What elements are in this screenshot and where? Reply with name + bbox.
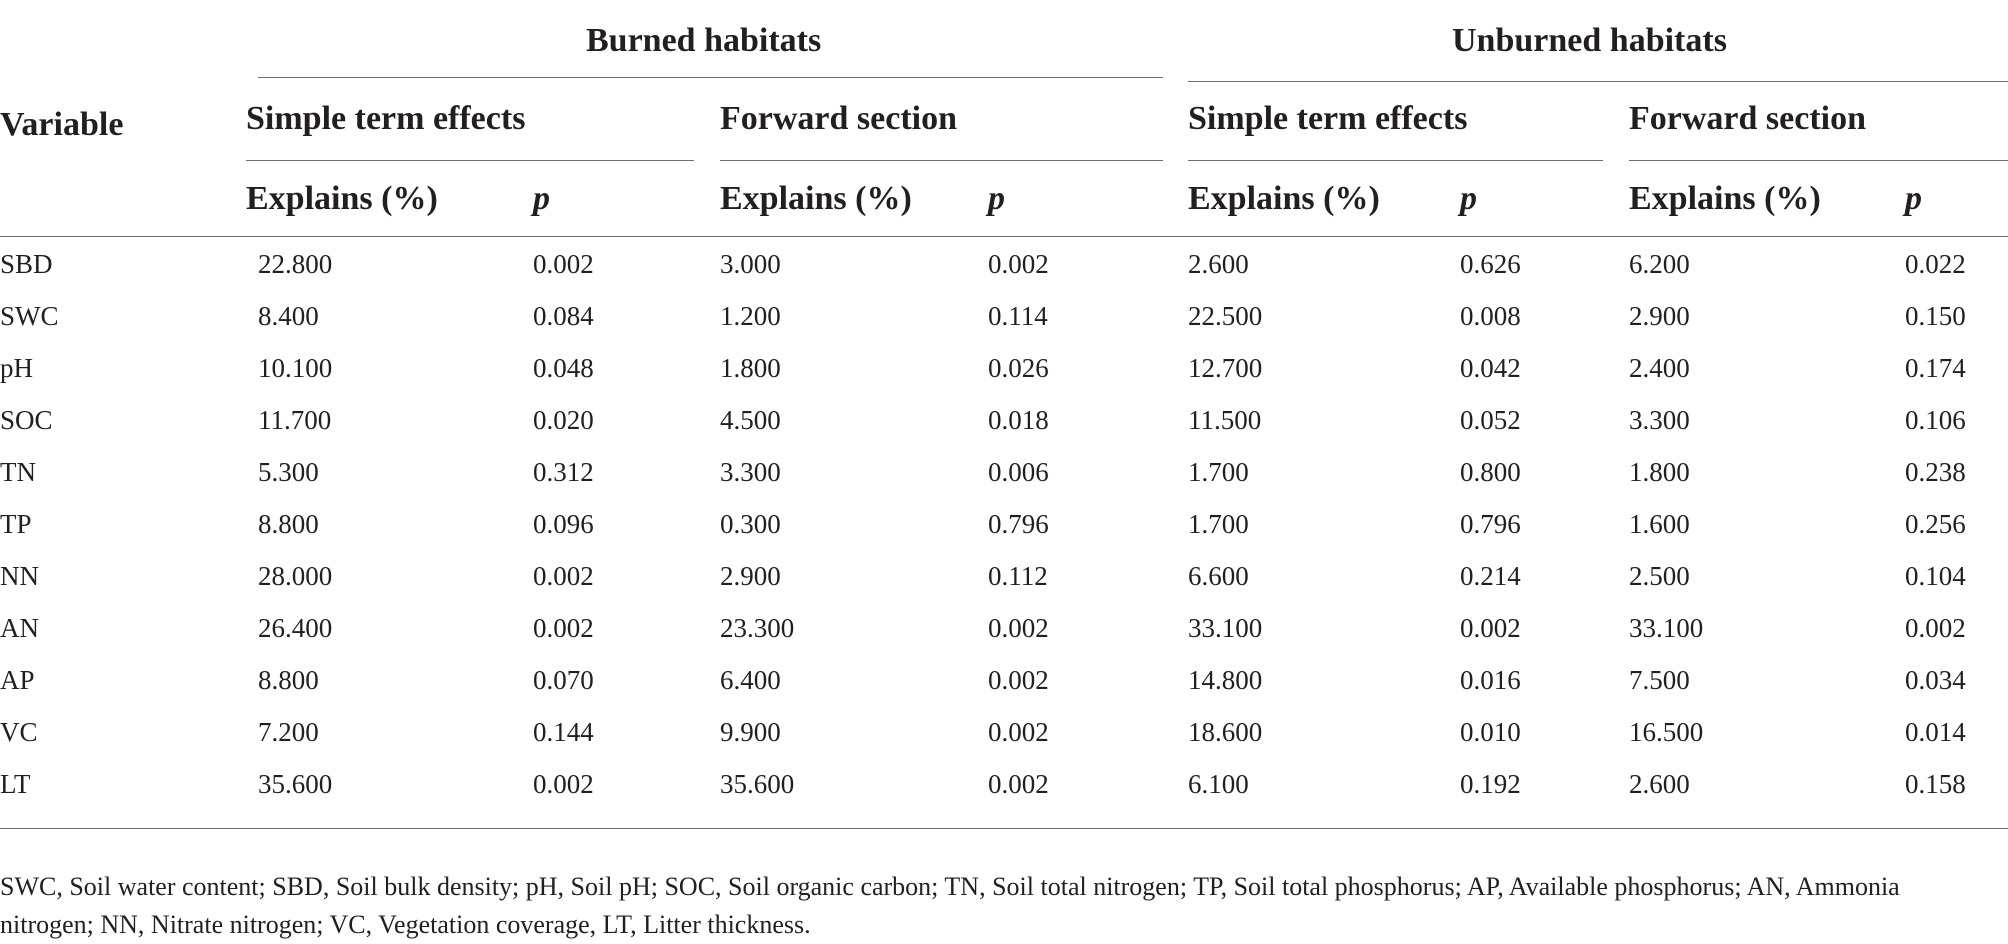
group-header-burned: Burned habitats <box>586 22 822 59</box>
variable-cell: AP <box>0 665 35 695</box>
value-cell: 0.052 <box>1460 405 1521 435</box>
value-cell: 3.300 <box>720 457 781 487</box>
column-header-explains: Explains (%) <box>720 180 912 217</box>
table-row <box>0 667 2008 719</box>
value-cell: 0.006 <box>988 457 1049 487</box>
value-cell: 0.084 <box>533 301 594 331</box>
value-cell: 0.002 <box>533 561 594 591</box>
column-header-explains: Explains (%) <box>246 180 438 217</box>
value-cell: 0.022 <box>1905 249 1966 279</box>
value-cell: 2.600 <box>1629 769 1690 799</box>
value-cell: 0.796 <box>1460 509 1521 539</box>
value-cell: 0.214 <box>1460 561 1521 591</box>
value-cell: 0.002 <box>533 769 594 799</box>
value-cell: 0.002 <box>988 613 1049 643</box>
value-cell: 16.500 <box>1629 717 1704 747</box>
column-header-p: p <box>533 180 550 217</box>
value-cell: 0.014 <box>1905 717 1966 747</box>
value-cell: 23.300 <box>720 613 795 643</box>
table-row <box>0 615 2008 667</box>
value-cell: 4.500 <box>720 405 781 435</box>
value-cell: 0.020 <box>533 405 594 435</box>
value-cell: 0.238 <box>1905 457 1966 487</box>
variable-cell: SBD <box>0 249 53 279</box>
value-cell: 0.002 <box>988 717 1049 747</box>
value-cell: 0.192 <box>1460 769 1521 799</box>
value-cell: 1.700 <box>1188 457 1249 487</box>
value-cell: 6.100 <box>1188 769 1249 799</box>
value-cell: 0.256 <box>1905 509 1966 539</box>
group-rule-burned <box>258 77 1163 78</box>
value-cell: 0.042 <box>1460 353 1521 383</box>
value-cell: 2.900 <box>720 561 781 591</box>
value-cell: 11.700 <box>258 405 332 435</box>
column-header-p: p <box>1905 180 1922 217</box>
value-cell: 1.600 <box>1629 509 1690 539</box>
column-header-p: p <box>988 180 1005 217</box>
value-cell: 0.002 <box>1905 613 1966 643</box>
value-cell: 0.026 <box>988 353 1049 383</box>
value-cell: 7.500 <box>1629 665 1690 695</box>
value-cell: 0.112 <box>988 561 1048 591</box>
value-cell: 8.400 <box>258 301 319 331</box>
column-header-p: p <box>1460 180 1477 217</box>
value-cell: 2.400 <box>1629 353 1690 383</box>
table-row <box>0 563 2008 615</box>
value-cell: 12.700 <box>1188 353 1263 383</box>
value-cell: 0.626 <box>1460 249 1521 279</box>
value-cell: 0.002 <box>533 249 594 279</box>
header-bottom-rule <box>0 236 2008 237</box>
value-cell: 0.106 <box>1905 405 1966 435</box>
value-cell: 8.800 <box>258 509 319 539</box>
table-row <box>0 459 2008 511</box>
table-bottom-rule <box>0 828 2008 829</box>
value-cell: 0.070 <box>533 665 594 695</box>
value-cell: 0.048 <box>533 353 594 383</box>
value-cell: 18.600 <box>1188 717 1263 747</box>
value-cell: 0.008 <box>1460 301 1521 331</box>
variable-cell: TN <box>0 457 36 487</box>
value-cell: 14.800 <box>1188 665 1263 695</box>
variable-cell: AN <box>0 613 39 643</box>
variable-cell: VC <box>0 717 38 747</box>
value-cell: 35.600 <box>720 769 795 799</box>
variable-cell: pH <box>0 353 33 383</box>
variable-cell: LT <box>0 769 31 799</box>
column-header-explains: Explains (%) <box>1188 180 1380 217</box>
table-row <box>0 355 2008 407</box>
value-cell: 10.100 <box>258 353 333 383</box>
value-cell: 0.104 <box>1905 561 1966 591</box>
value-cell: 2.500 <box>1629 561 1690 591</box>
value-cell: 26.400 <box>258 613 333 643</box>
value-cell: 5.300 <box>258 457 319 487</box>
subgroup-rule-burned-simple <box>246 160 694 161</box>
subgroup-header-unburned-forward: Forward section <box>1629 100 1867 137</box>
value-cell: 2.600 <box>1188 249 1249 279</box>
value-cell: 0.018 <box>988 405 1049 435</box>
variable-cell: TP <box>0 509 32 539</box>
value-cell: 35.600 <box>258 769 333 799</box>
value-cell: 0.796 <box>988 509 1049 539</box>
table-row <box>0 303 2008 355</box>
value-cell: 1.700 <box>1188 509 1249 539</box>
value-cell: 0.002 <box>988 769 1049 799</box>
table-row <box>0 771 2008 823</box>
value-cell: 0.312 <box>533 457 594 487</box>
value-cell: 6.200 <box>1629 249 1690 279</box>
value-cell: 0.096 <box>533 509 594 539</box>
value-cell: 0.300 <box>720 509 781 539</box>
value-cell: 7.200 <box>258 717 319 747</box>
value-cell: 0.144 <box>533 717 594 747</box>
table-row <box>0 511 2008 563</box>
variable-cell: NN <box>0 561 39 591</box>
value-cell: 0.016 <box>1460 665 1521 695</box>
group-rule-unburned <box>1188 81 2008 82</box>
value-cell: 0.174 <box>1905 353 1966 383</box>
value-cell: 6.600 <box>1188 561 1249 591</box>
value-cell: 0.002 <box>1460 613 1521 643</box>
variable-cell: SWC <box>0 301 59 331</box>
value-cell: 0.002 <box>988 665 1049 695</box>
subgroup-header-burned-simple: Simple term effects <box>246 100 526 137</box>
table-row <box>0 251 2008 303</box>
value-cell: 2.900 <box>1629 301 1690 331</box>
value-cell: 11.500 <box>1188 405 1262 435</box>
table-row <box>0 407 2008 459</box>
value-cell: 0.150 <box>1905 301 1966 331</box>
value-cell: 0.114 <box>988 301 1048 331</box>
value-cell: 0.002 <box>988 249 1049 279</box>
variable-cell: SOC <box>0 405 53 435</box>
subgroup-rule-unburned-simple <box>1188 160 1603 161</box>
value-cell: 28.000 <box>258 561 333 591</box>
table-row <box>0 719 2008 771</box>
value-cell: 0.010 <box>1460 717 1521 747</box>
value-cell: 1.800 <box>720 353 781 383</box>
table-footnote: SWC, Soil water content; SBD, Soil bulk density; pH, Soil pH; SOC, Soil organic carbon; TN, Soil total nitrogen; TP, Soil total phosphorus; AP, Available phosphorus; AN, Ammonia nitrogen; NN, Nitrate nitrogen; VC, Vegetation coverage, LT, Litter thickness. <box>0 872 1900 939</box>
value-cell: 33.100 <box>1188 613 1263 643</box>
column-header-explains: Explains (%) <box>1629 180 1821 217</box>
value-cell: 3.000 <box>720 249 781 279</box>
value-cell: 9.900 <box>720 717 781 747</box>
value-cell: 8.800 <box>258 665 319 695</box>
value-cell: 3.300 <box>1629 405 1690 435</box>
value-cell: 1.200 <box>720 301 781 331</box>
value-cell: 1.800 <box>1629 457 1690 487</box>
group-header-unburned: Unburned habitats <box>1452 22 1727 59</box>
value-cell: 0.800 <box>1460 457 1521 487</box>
value-cell: 0.158 <box>1905 769 1966 799</box>
value-cell: 0.034 <box>1905 665 1966 695</box>
subgroup-rule-burned-forward <box>720 160 1163 161</box>
subgroup-header-unburned-simple: Simple term effects <box>1188 100 1468 137</box>
value-cell: 22.500 <box>1188 301 1263 331</box>
subgroup-header-burned-forward: Forward section <box>720 100 958 137</box>
value-cell: 6.400 <box>720 665 781 695</box>
value-cell: 33.100 <box>1629 613 1704 643</box>
subgroup-rule-unburned-forward <box>1629 160 2008 161</box>
value-cell: 0.002 <box>533 613 594 643</box>
variable-column-header: Variable <box>0 106 124 143</box>
value-cell: 22.800 <box>258 249 333 279</box>
